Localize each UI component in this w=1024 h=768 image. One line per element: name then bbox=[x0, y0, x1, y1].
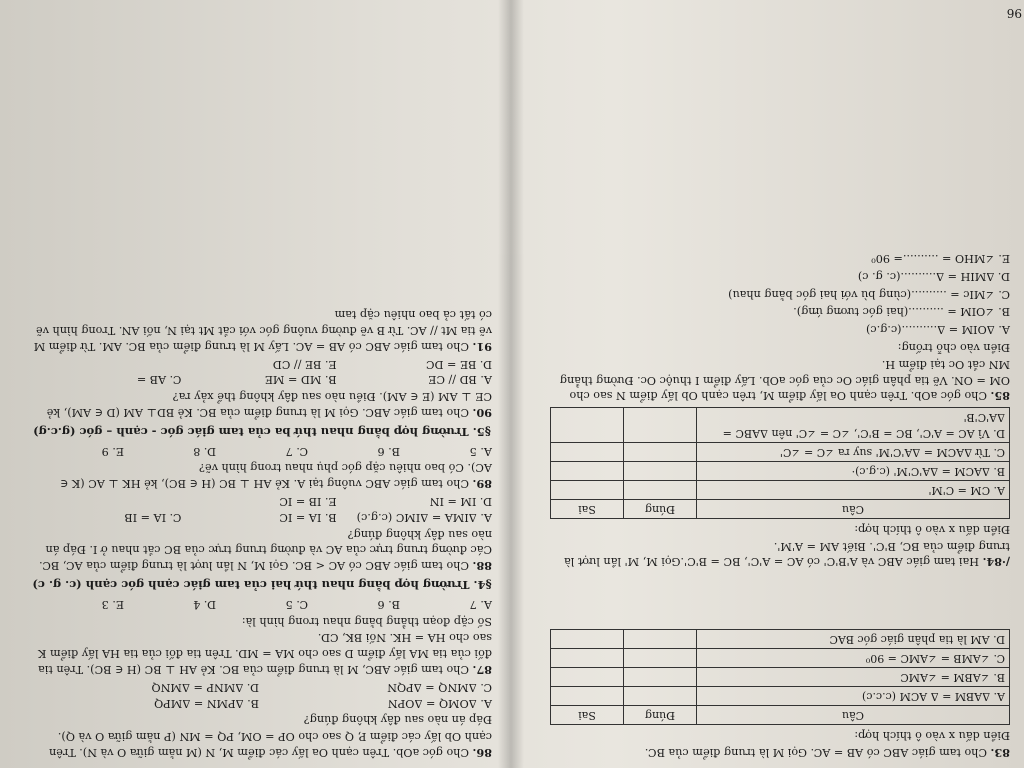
question-91: 91. Cho tam giác ABC có AB = AC. Lấy M là trung điểm của BC. AM. Từ điểm M vẽ tia Mt // AC. Từ B vẽ đường vuông góc với cắt Mt tại N, nối AN. Trong hình vẽ có tất cả bao nhiêu cặp tam bbox=[33, 308, 492, 354]
instruction: Điền vào chỗ trống: bbox=[897, 341, 1010, 355]
answer-table-83: Câu Đúng Sai A. ΔABM = Δ ACM (c.c.c) B. ∠ABM = ∠AMC C. ∠AMB = ∠AMC = 90⁰ D. AM là tia phân giác góc BAC bbox=[550, 629, 1010, 725]
question-85: 85. Cho góc aOb. Trên cạnh Oa lấy điểm M, trên cạnh Ob lấy điểm N sao cho OM = ON. Vẽ tia phân giác Oc của góc aOb. Lấy điểm I thuộc Oc. Đường thẳng MN cắt Oc tại điểm H. bbox=[559, 357, 1010, 404]
options-87: A. 7 B. 6 C. 5 D. 4 E. 3 bbox=[101, 597, 492, 611]
instruction: Điền dấu x vào ô thích hợp: bbox=[854, 729, 1010, 743]
options-86: A. ΔOMQ = ΔOPN B. ΔPMN = ΔMPQ C. ΔMNQ = ΔPQN D. ΔMNP = ΔMNQ bbox=[151, 680, 492, 710]
fill-item: B. ∠OIM = ..........(hai góc tương ứng). bbox=[793, 305, 1010, 319]
options-90: A. BD // CE B. MD = ME C. AB = D. BE = DC E. BE // CD bbox=[136, 357, 492, 387]
question-prompt: Số cặp đoạn thẳng bằng nhau trong hình là: bbox=[241, 614, 492, 628]
book-gutter bbox=[498, 0, 524, 768]
question-84: /·84. Hai tam giác ABC và A'B'C' có AC = A'C', BC = B'C'.Gọi M, M' lần lượt là trung điểm của BC, B'C'. Biết AM = A'M'. bbox=[564, 539, 1010, 570]
question-89: 89. Cho tam giác ABC vuông tại A. Kẻ AH ⊥ BC (H ∈ BC), kẻ HK ⊥ AC (K ∈ AC). Có bao nhiêu cặp góc phụ nhau trong hình vẽ? bbox=[60, 461, 492, 492]
question-prompt: Đáp án nào sau đây không đúng? bbox=[303, 713, 492, 727]
question-83: 83. Cho tam giác ABC có AB = AC. Gọi M là trung điểm của BC. bbox=[644, 746, 1010, 760]
question-90: 90. Cho tam giác ABC. Gọi M là trung điểm của BC. Kẻ BD⊥ AM (D ∈ AM), kẻ CE ⊥ AM (E ∈ AM). Điều nào sau đây không thể xảy ra? bbox=[46, 390, 492, 421]
fill-item: C. ∠MIc = ..........(cùng bù với hai góc bằng nhau) bbox=[728, 287, 1010, 301]
section-heading-5: §5. Trường hợp bằng nhau thứ ba của tam giác góc - cạnh – góc (g.c.g) bbox=[33, 424, 491, 439]
question-86: 86. Cho góc aOb. Trên cạnh Oa lấy các điểm M, N (M nằm giữa O và N). Trên cạnh Ob lấy các điểm P, Q sao cho OP = OM, PQ = MN (P nằm giữa O và Q). bbox=[49, 730, 492, 760]
fill-item: E. ∠MHO = ..........= 90⁰ bbox=[871, 252, 1010, 266]
right-column bbox=[32, 305, 492, 760]
question-87: 87. Cho tam giác ABC, M là trung điểm của BC. Kẻ AH ⊥ BC (H ∈ BC). Trên tia đối của tia MA lấy điểm D sao cho MA = MD. Trên tia đối của tia HA lấy điểm K sao cho HA = HK. Nối BK, CD. bbox=[38, 631, 492, 678]
section-heading-4: §4. Trường hợp bằng nhau thứ hai của tam giác cạnh góc cạnh (c. g. c) bbox=[32, 578, 492, 593]
fill-item: A. ΔOIM = Δ..........(c.g.c) bbox=[866, 323, 1010, 337]
options-88: A. ΔIMA = ΔIMC (c.g.c) B. IA = IC C. IA = IB D. IM = IN E. IB = IC bbox=[124, 495, 492, 524]
options-89: A. 5 B. 6 C. 7 D. 8 E. 9 bbox=[101, 444, 492, 458]
fill-item: D. ΔMIH = Δ..........(c. g. c) bbox=[857, 269, 1010, 283]
answer-table-84: Câu Đúng Sai A. CM = C'M' B. ΔACM = ΔA'C'M' (c.g.c)· C. Từ ΔACM = ΔA'C'M' suy ra ∠C = ∠C' D. Vì AC = A'C', BC = B'C', ∠C = ∠C' nên ΔABC = ΔA'C'B' bbox=[550, 407, 1010, 519]
instruction: Điền dấu x vào ô thích hợp: bbox=[854, 522, 1010, 536]
left-column bbox=[550, 249, 1010, 760]
question-88: 88. Cho tam giác ABC có AC < BC. Gọi M, N lần lượt là trung điểm của AC, BC. Các đường trung trực của AC và đường trung trực của BC cắt nhau ở I. Đáp án nào sau đây không đúng? bbox=[39, 527, 492, 574]
page-number: 96 bbox=[1006, 6, 1022, 20]
